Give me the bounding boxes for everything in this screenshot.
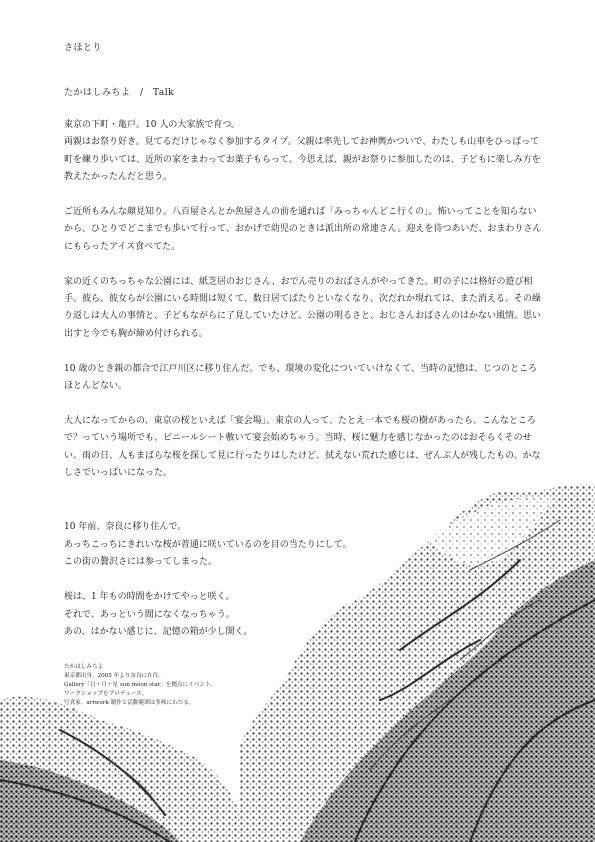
- author-bio: [64, 663, 294, 708]
- essay-paragraph: 家の近くのちっちゃな公園には、紙芝居のおじさん、おでん売りのおばさんがやってきた。町の子には格好の遊び相手。彼ら、彼女らが公園にいる時間は短くて、数日居てぱたりといなくなり、次だれか現れては、また消える。その繰り返しは大人の事情と、子どもながらに了見していたけど。公園の明るさと、おじさんおばさんのはかない風情。思い出すと今でも胸が締め付けられる。: [64, 276, 542, 339]
- section-kicker: さほとり: [64, 43, 103, 53]
- bio-line: 東京都出身。2005 年より奈良に在住。: [64, 673, 164, 679]
- poem-stanza: 桜は、1 年もの時間をかけてやっと咲く。 それで、あっという間になくなっちゃう。 あの、はかない感じに、記憶の箱が少し開く。: [64, 592, 253, 637]
- bio-line: ワークショップをプロデュース。: [64, 691, 148, 697]
- bio-line: 写真家。artwork 制作と活動範囲は多岐にわたる。: [64, 700, 195, 706]
- essay-paragraph: 東京の下町・亀戸。10 人の大家族で育つ。 両親はお祭り好き。見てるだけじゃなく参加するタイプ。父親は率先してお神輿かついで、わたしも山車をひっぱって町を練り歩いては、近所の家をまわってお菓子もらって。今思えば、親がお祭りに参加したのは、子どもに楽しみ方を教えたかったんだと思う。: [64, 120, 541, 183]
- poem-stanza: 10 年前、奈良に移り住んで。 あっちこっちにきれいな桜が普通に咲いているのを目の当たりにして。 この街の贅沢さには参ってしまった。: [64, 522, 352, 567]
- essay-paragraph: 大人になってからの、東京の桜といえば「宴会場」。東京の人って、たとえ一本でも桜の樹があったら、こんなところで？っていう場所でも、ビニールシート敷いて宴会始めちゃう。当時、桜に魅力を感じなかったのはおそらくそのせい。雨の日、人もまばらな桜を探して見に行ったりはしたけど、拭えない荒れた感じは、ぜんぶ人が残したもの。かなしさでいっぱいになった。: [64, 415, 541, 479]
- essay-paragraph: 10 歳のとき親の都合で江戸川区に移り住んだ。でも、環境の変化についていけなくて、当時の記憶は、じつのところほとんどない。: [64, 363, 537, 392]
- poem: [64, 519, 424, 659]
- author-byline: たかはしみちよ / Talk: [64, 88, 175, 98]
- bio-name: たかはしみちよ: [64, 664, 104, 670]
- bio-line: Gallery「日＋月＋星 sun moon star」を拠点にイベント、: [64, 682, 216, 688]
- essay-paragraph: ご近所もみんな顔見知り。八百屋さんとか魚屋さんの前を通れば「みっちゃんどこ行くの」。怖いってことを知らないから、ひとりでどこまでも歩いて行って、おかげで幼児のときは派出所の常連さん。迎えを待つあいだ、おまわりさんにもらったアイス食べてた。: [64, 207, 542, 252]
- essay-body: [64, 117, 544, 500]
